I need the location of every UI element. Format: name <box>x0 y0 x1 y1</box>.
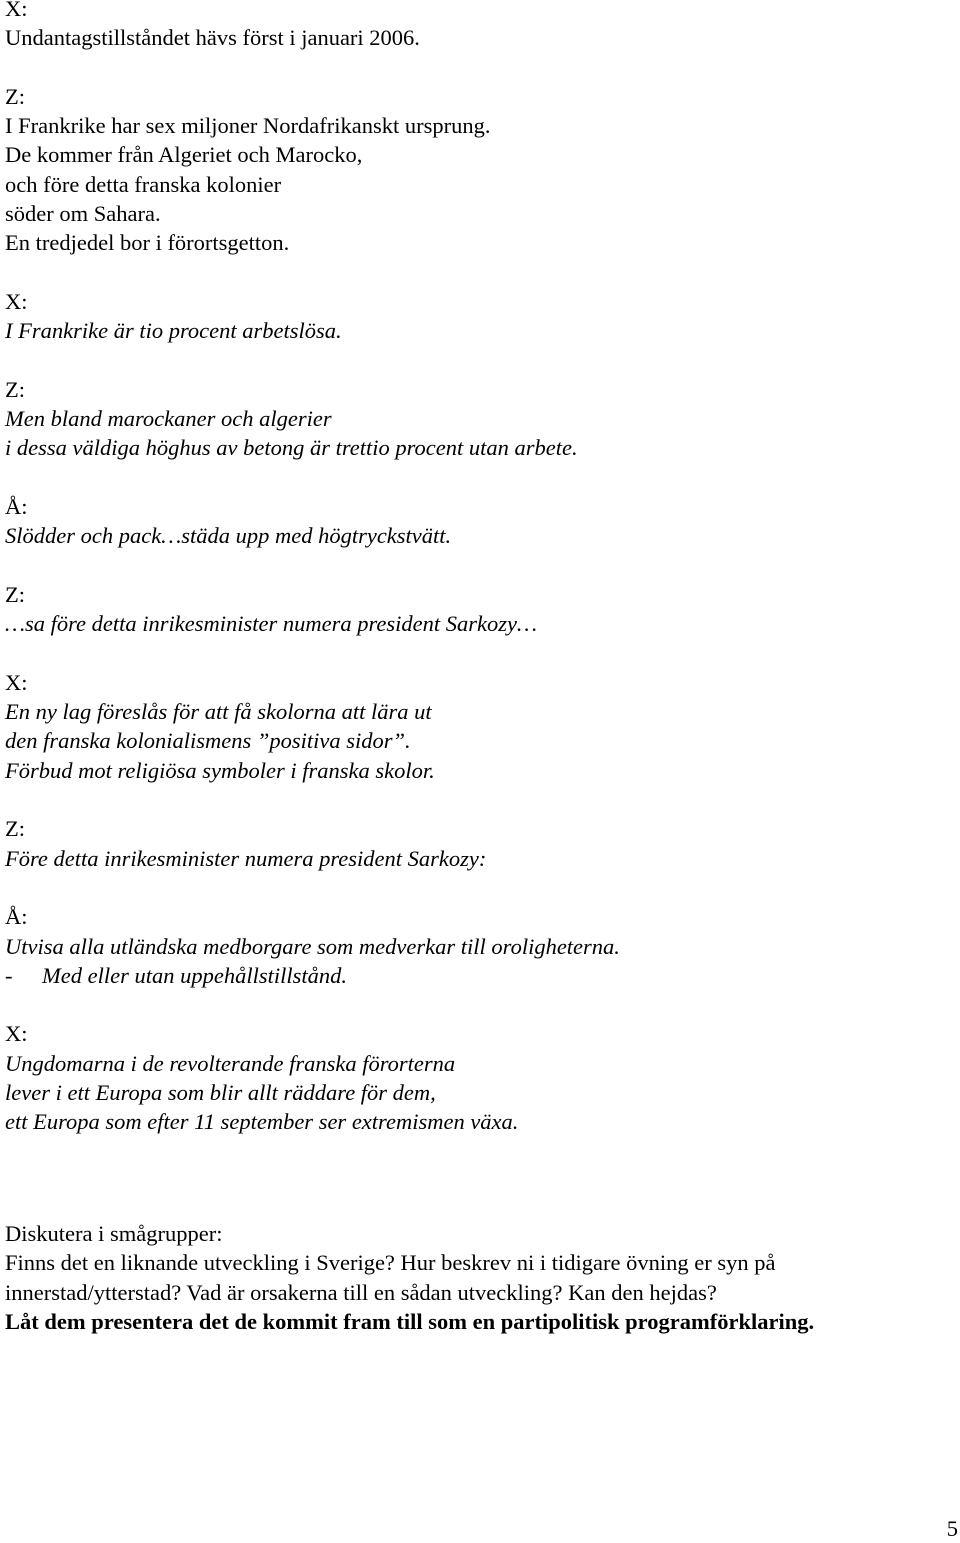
dialogue-line: Undantagstillståndet hävs först i januari 2006. <box>5 25 420 51</box>
dialogue-line: En tredjedel bor i förortsgetton. <box>5 230 290 256</box>
dialogue-block-6 <box>5 580 955 639</box>
discussion-bold-instruction: Låt dem presentera det de kommit fram till som en partipolitisk programförklaring. <box>5 1308 815 1334</box>
dialogue-block-7 <box>5 668 955 785</box>
bullet-dash: - <box>5 962 13 988</box>
speaker-label: Z: <box>5 376 25 402</box>
dialogue-line: Utvisa alla utländska medborgare som medverkar till oroligheterna. <box>5 933 620 959</box>
bullet-item <box>5 961 955 990</box>
dialogue-line: De kommer från Algeriet och Marocko, <box>5 142 363 168</box>
speaker-label: Z: <box>5 581 25 607</box>
dialogue-block-1 <box>5 0 955 53</box>
discussion-line: Finns det en liknande utveckling i Sverige? Hur beskrev ni i tidigare övning er syn på <box>5 1250 776 1276</box>
discussion-line: innerstad/ytterstad? Vad är orsakerna till en sådan utveckling? Kan den hejdas? <box>5 1279 717 1305</box>
discussion-section <box>5 1219 955 1336</box>
speaker-label: Z: <box>5 816 25 842</box>
dialogue-block-2 <box>5 82 955 258</box>
dialogue-line: En ny lag föreslås för att få skolorna att lära ut <box>5 699 432 725</box>
dialogue-line: Men bland marockaner och algerier <box>5 406 332 432</box>
dialogue-block-8 <box>5 814 955 873</box>
dialogue-line: Ungdomarna i de revolterande franska förorterna <box>5 1050 456 1076</box>
dialogue-block-9 <box>5 902 955 990</box>
dialogue-block-4 <box>5 375 955 463</box>
dialogue-line: Före detta inrikesminister numera president Sarkozy: <box>5 845 487 871</box>
dialogue-line: I Frankrike har sex miljoner Nordafrikanskt ursprung. <box>5 113 491 139</box>
speaker-label: X: <box>5 0 28 21</box>
dialogue-line: den franska kolonialismens ”positiva sidor”. <box>5 728 411 754</box>
speaker-label: Z: <box>5 83 25 109</box>
dialogue-block-3 <box>5 287 955 346</box>
page-number: 5 <box>946 1516 958 1541</box>
dialogue-script <box>5 0 955 1166</box>
speaker-label: Å: <box>5 904 28 930</box>
dialogue-line: ett Europa som efter 11 september ser extremismen växa. <box>5 1109 519 1135</box>
dialogue-block-5 <box>5 492 955 551</box>
speaker-label: X: <box>5 669 28 695</box>
dialogue-line: i dessa väldiga höghus av betong är trettio procent utan arbete. <box>5 435 578 461</box>
dialogue-line: lever i ett Europa som blir allt räddare för dem, <box>5 1079 436 1105</box>
dialogue-line: och före detta franska kolonier <box>5 171 282 197</box>
dialogue-line: Slödder och pack…städa upp med högtryckstvätt. <box>5 523 452 549</box>
dialogue-line: I Frankrike är tio procent arbetslösa. <box>5 318 342 344</box>
speaker-label: X: <box>5 1021 28 1047</box>
dialogue-line: Förbud mot religiösa symboler i franska skolor. <box>5 757 435 783</box>
discussion-heading: Diskutera i smågrupper: <box>5 1221 223 1246</box>
speaker-label: Å: <box>5 494 28 520</box>
dialogue-line: söder om Sahara. <box>5 201 161 227</box>
speaker-label: X: <box>5 288 28 314</box>
dialogue-block-10 <box>5 1019 955 1136</box>
bullet-text: Med eller utan uppehållstillstånd. <box>42 962 347 988</box>
dialogue-line: …sa före detta inrikesminister numera president Sarkozy… <box>5 611 538 637</box>
